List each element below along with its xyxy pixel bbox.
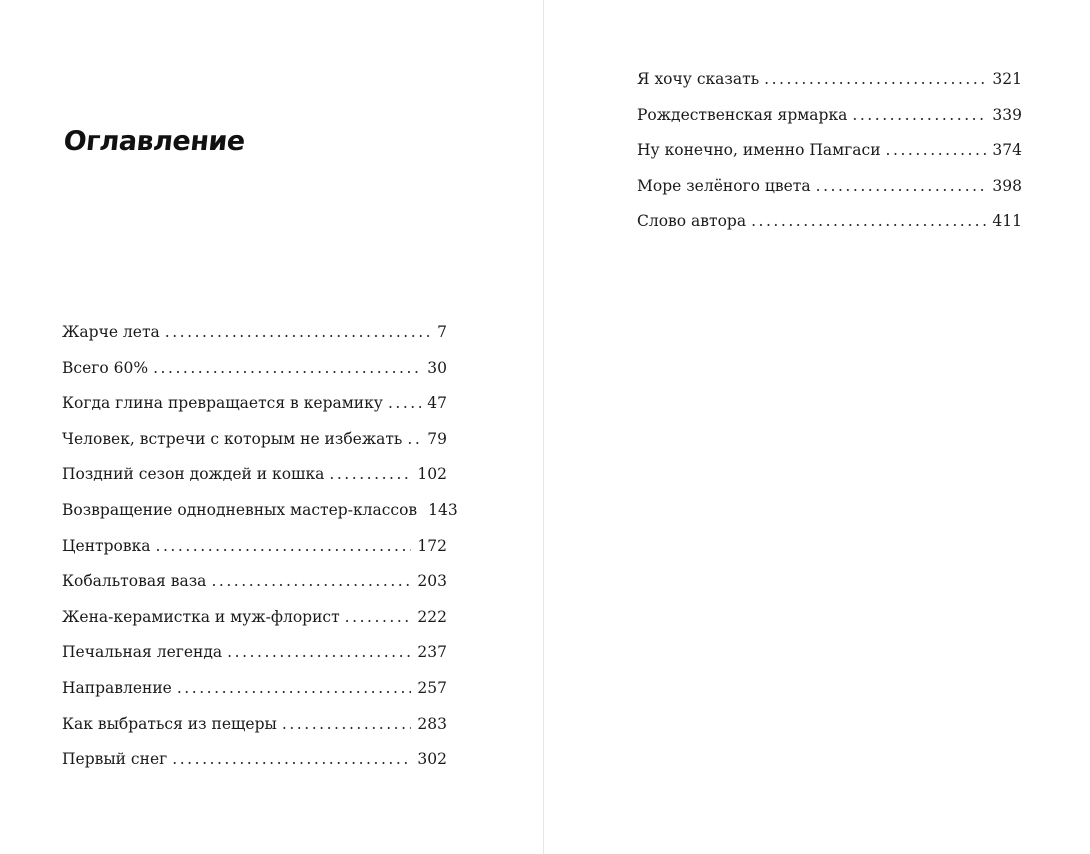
toc-entry — [62, 496, 458, 532]
toc-entry-page-number: 374 — [992, 141, 1022, 160]
toc-entry-title: Первый снег — [62, 750, 168, 769]
toc-dot-leader — [156, 532, 412, 560]
toc-entry-page-number: 222 — [417, 607, 447, 626]
toc-entry-title: Направление — [62, 678, 172, 697]
toc-entry-page-number: 321 — [992, 70, 1022, 88]
toc-entry-page-number: 143 — [428, 500, 458, 519]
toc-entry-page-number: 203 — [417, 572, 447, 591]
toc-entry — [62, 710, 447, 746]
toc-entry-title: Центровка — [62, 536, 151, 555]
toc-entry-title: Человек, встречи с которым не избежать — [62, 429, 403, 448]
toc-entry-page-number: 339 — [992, 105, 1022, 124]
toc-entry-title: Возвращение однодневных мастер-классов — [62, 500, 418, 519]
toc-entry-title: Всего 60% — [62, 358, 149, 377]
toc-dot-leader — [227, 638, 411, 666]
toc-entry-page-number: 411 — [992, 212, 1022, 231]
contents-heading: Оглавление — [62, 126, 247, 157]
toc-dot-leader — [764, 65, 986, 93]
toc-entry — [62, 460, 447, 496]
toc-dot-leader — [329, 460, 411, 488]
toc-dot-leader — [751, 207, 986, 235]
toc-entry-page-number: 257 — [417, 678, 447, 697]
toc-entry-page-number: 237 — [417, 643, 447, 662]
toc-entry — [637, 207, 1022, 243]
toc-entry-page-number: 398 — [992, 176, 1022, 195]
toc-entry-page-number: 172 — [417, 536, 447, 555]
toc-entry-title: Кобальтовая ваза — [62, 572, 207, 591]
toc-entry-page-number: 102 — [417, 465, 447, 484]
toc-dot-leader — [153, 354, 421, 382]
toc-entry-page-number: 79 — [427, 429, 447, 448]
toc-entry — [62, 745, 447, 781]
toc-entry-title: Печальная легенда — [62, 643, 223, 662]
toc-list-right — [637, 65, 1022, 243]
toc-entry-title: Рождественская ярмарка — [637, 105, 848, 124]
toc-entry — [62, 603, 447, 639]
toc-entry — [62, 354, 447, 390]
toc-entry — [637, 136, 1022, 172]
toc-entry — [62, 425, 447, 461]
toc-dot-leader — [886, 136, 987, 164]
toc-entry — [637, 172, 1022, 208]
toc-entry-title: Когда глина превращается в керамику — [62, 394, 383, 413]
toc-dot-leader — [388, 389, 421, 417]
toc-list-left — [62, 318, 458, 781]
toc-dot-leader — [282, 710, 412, 738]
toc-entry-title: Море зелёного цвета — [637, 176, 811, 195]
toc-dot-leader — [407, 425, 421, 453]
toc-entry — [62, 638, 447, 674]
toc-entry-page-number: 47 — [427, 394, 447, 413]
toc-dot-leader — [177, 674, 412, 702]
toc-entry-title: Жарче лета — [62, 323, 160, 341]
toc-entry — [62, 567, 447, 603]
toc-dot-leader — [345, 603, 412, 631]
toc-entry-title: Жена-керамистка и муж-флорист — [62, 607, 340, 626]
toc-entry — [62, 389, 447, 425]
toc-entry — [62, 532, 447, 568]
toc-dot-leader — [172, 745, 411, 773]
toc-entry — [62, 674, 447, 710]
toc-entry-title: Ну конечно, именно Памгаси — [637, 141, 881, 160]
toc-entry — [637, 101, 1022, 137]
toc-dot-leader — [165, 318, 431, 346]
toc-entry-page-number: 283 — [417, 714, 447, 733]
toc-entry-page-number: 30 — [427, 358, 447, 377]
toc-dot-leader — [211, 567, 411, 595]
toc-entry-title: Слово автора — [637, 212, 747, 231]
toc-entry-page-number: 302 — [417, 750, 447, 769]
toc-entry-title: Поздний сезон дождей и кошка — [62, 465, 325, 484]
toc-dot-leader — [852, 101, 986, 129]
toc-dot-leader — [816, 172, 987, 200]
toc-entry-title: Я хочу сказать — [637, 70, 760, 88]
toc-entry — [62, 318, 447, 354]
toc-entry — [637, 65, 1022, 101]
toc-entry-title: Как выбраться из пещеры — [62, 714, 277, 733]
toc-entry-page-number: 7 — [437, 323, 447, 341]
